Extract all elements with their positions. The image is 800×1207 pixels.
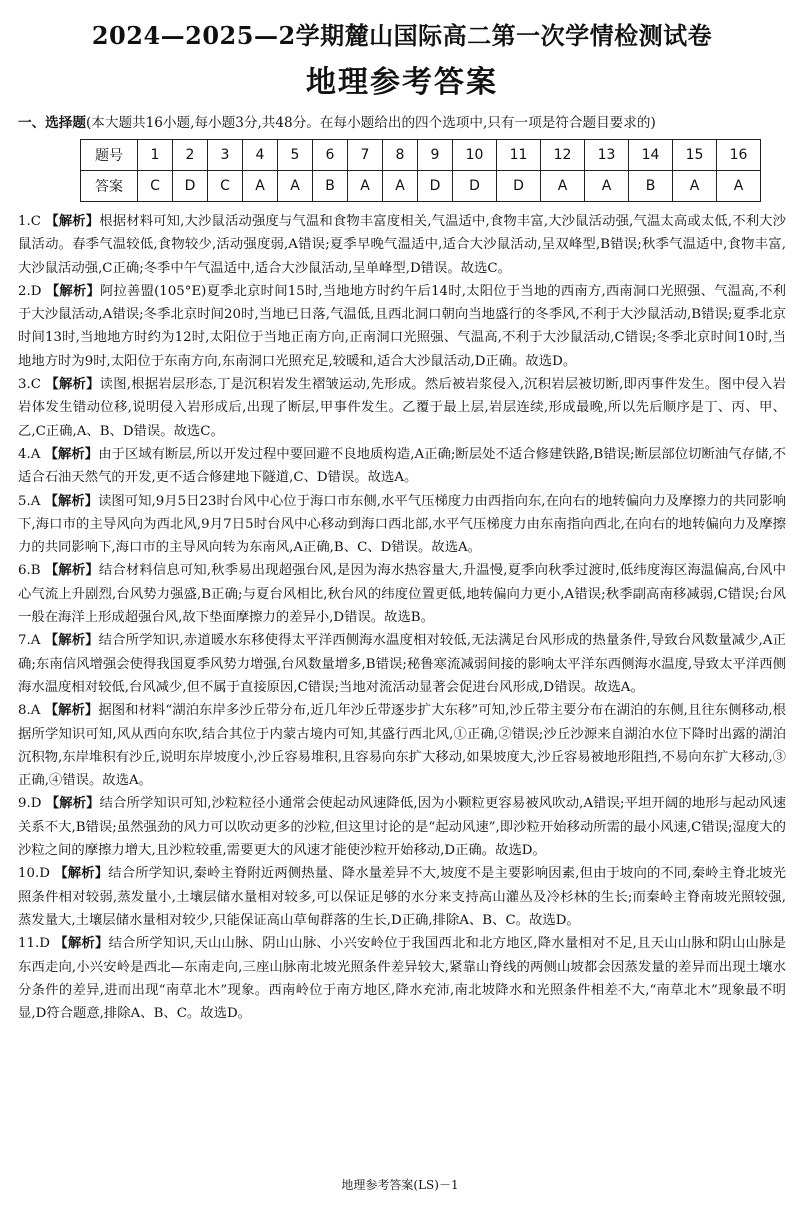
question-number-cell: 10: [453, 140, 497, 171]
answer-cell: D: [497, 171, 541, 202]
explanation-item: [18, 373, 786, 443]
question-answer-label: 6.B: [18, 563, 41, 579]
question-number-cell: 4: [243, 140, 278, 171]
answer-row-header: 答案: [81, 171, 138, 202]
explanation-item: [18, 699, 786, 792]
answer-cell: B: [313, 171, 348, 202]
explanation-list: [18, 210, 786, 1025]
question-answer-label: 2.D: [18, 283, 42, 299]
question-number-cell: 9: [418, 140, 453, 171]
analysis-tag: 【解析】: [54, 935, 109, 952]
explanation-item: [18, 280, 786, 373]
question-answer-label: 1.C: [18, 214, 41, 229]
question-number-cell: 1: [138, 140, 173, 171]
question-answer-label: 5.A: [18, 493, 41, 509]
question-number-cell: 6: [313, 140, 348, 171]
question-number-row: [81, 140, 761, 171]
answer-table: [80, 139, 761, 202]
explanation-item: [18, 559, 786, 629]
answer-cell: D: [453, 171, 497, 202]
question-number-cell: 7: [348, 140, 383, 171]
explanation-text: 阿拉善盟(105°E)夏季北京时间15时,当地地方时约午后14时,太阳位于当地的西南方,西南洞口光照强、气温高,不利于大沙鼠活动,A错误;冬季北京时间20时,当地已日落,气温低,且西北洞口朝向当地盛行的冬季风,不利于大沙鼠活动,B错误;夏季北京时间13时,当地地方时约为12时,太阳位于当地正南方向,正南洞口光照强、气温高,不利于大沙鼠活动,C错误;冬季北京时间10时,当地地方时为9时,太阳位于东南方向,东南洞口光照充足,较暖和,适合大沙鼠活动,D正确。故选D。: [18, 283, 786, 369]
section-label: 一、选择题: [18, 115, 86, 131]
question-answer-label: 9.D: [18, 796, 42, 812]
question-number-cell: 8: [383, 140, 418, 171]
question-answer-label: 4.A: [18, 446, 41, 462]
explanation-text: 结合所学知识,秦岭主脊附近两侧热量、降水量差异不大,坡度不是主要影响因素,但由于坡向的不同,秦岭主脊北坡光照条件相对较弱,蒸发量小,土壤层储水量相对较多,可以保证足够的水分来支持高山灌丛及冷杉林的生长;而秦岭主脊南坡光照较强,蒸发量大,土壤层储水量相对较少,只能保证高山草甸群落的生长,D正确,排除A、B、C。故选D。: [18, 866, 786, 928]
answer-cell: C: [208, 171, 243, 202]
question-number-cell: 15: [673, 140, 717, 171]
question-answer-label: 10.D: [18, 866, 50, 882]
analysis-tag: 【解析】: [45, 282, 100, 299]
question-answer-label: 3.C: [18, 377, 41, 393]
analysis-tag: 【解析】: [44, 632, 99, 649]
explanation-item: [18, 443, 786, 490]
answer-cell: A: [541, 171, 585, 202]
question-number-cell: 12: [541, 140, 585, 171]
explanation-text: 结合所学知识可知,沙粒粒径小通常会使起动风速降低,因为小颗粒更容易被风吹动,A错误;平坦开阔的地形与起动风速关系不大,B错误;虽然强劲的风力可以吹动更多的沙粒,但这里讨论的是“起动风速”,即沙粒开始移动所需的最小风速,C错误;湿度大的沙粒之间的摩擦力增大,且沙粒较重,需要更大的风速才能使沙粒开始移动,D正确。故选D。: [18, 796, 786, 859]
explanation-text: 结合材料信息可知,秋季易出现超强台风,是因为海水热容量大,升温慢,夏季向秋季过渡时,低纬度海区海温偏高,台风中心气流上升剧烈,台风势力强盛,B正确;与夏台风相比,秋台风的纬度位置更低,地转偏向力更小,A错误;秋季副高南移减弱,C错误;台风一般在海洋上形成超强台风,故下垫面摩擦力的差异小,D错误。故选B。: [18, 563, 786, 626]
explanation-item: [18, 932, 786, 1025]
answer-cell: A: [243, 171, 278, 202]
explanation-item: [18, 629, 786, 699]
question-number-cell: 14: [629, 140, 673, 171]
explanation-text: 由于区域有断层,所以开发过程中要回避不良地质构造,A正确;断层处不适合修建铁路,B错误;断层部位切断油气存储,不适合石油天然气的开发,更不适合修建地下隧道,C、D错误。故选A。: [18, 446, 786, 486]
answer-cell: A: [348, 171, 383, 202]
explanation-item: [18, 792, 786, 862]
answer-cell: A: [717, 171, 761, 202]
analysis-tag: 【解析】: [45, 376, 100, 393]
answer-cell: A: [673, 171, 717, 202]
answer-cell: A: [278, 171, 313, 202]
answer-key-title: 地理参考答案: [306, 65, 498, 100]
answer-cell: D: [173, 171, 208, 202]
section-heading: [18, 113, 786, 133]
page-footer: 地理参考答案(LS)－1: [341, 1178, 459, 1192]
explanation-item: [18, 210, 786, 280]
question-answer-label: 7.A: [18, 633, 41, 649]
question-answer-label: 11.D: [18, 936, 50, 952]
analysis-tag: 【解析】: [45, 795, 100, 812]
explanation-text: 结合所学知识,赤道暖水东移使得太平洋西侧海水温度相对较低,无法满足台风形成的热量条件,导致台风数量减少,A正确;东南信风增强会使得我国夏季风势力增强,台风数量增多,B错误;秘鲁寒流减弱间接的影响太平洋东西侧海水温度,导致太平洋西侧海水温度相对较低,台风减少,但不属于直接原因,C错误;当地对流活动显著会促进台风形成,D错误。故选A。: [18, 633, 786, 695]
question-number-cell: 13: [585, 140, 629, 171]
answer-row: [81, 171, 761, 202]
explanation-item: [18, 490, 786, 560]
analysis-tag: 【解析】: [44, 562, 99, 579]
answer-cell: A: [383, 171, 418, 202]
question-number-cell: 3: [208, 140, 243, 171]
section-description: (本大题共16小题,每小题3分,共48分。在每小题给出的四个选项中,只有一项是符合题目要求的): [85, 115, 656, 131]
analysis-tag: 【解析】: [45, 213, 100, 229]
answer-cell: D: [418, 171, 453, 202]
analysis-tag: 【解析】: [54, 865, 109, 882]
explanation-text: 读图可知,9月5日23时台风中心位于海口市东侧,水平气压梯度力由西指向东,在向右的地转偏向力及摩擦力的共同影响下,海口市的主导风向为西北风,9月7日5时台风中心移动到海口西北部,水平气压梯度力由东南指向西北,在向右的地转偏向力及摩擦力的共同影响下,海口市的主导风向转为东南风,A正确,B、C、D错误。故选A。: [18, 493, 786, 556]
explanation-text: 结合所学知识,天山山脉、阴山山脉、小兴安岭位于我国西北和北方地区,降水量相对不足,且天山山脉和阴山山脉是东西走向,小兴安岭是西北—东南走向,三座山脉南北坡光照条件差异较大,紧靠山脊线的两侧山坡都会因蒸发量的差异而出现土壤水分条件的差异,进而出现“南草北木”现象。西南岭位于南方地区,降水充沛,南北坡降水和光照条件相差不大,“南草北木”现象最不明显,D符合题意,排除A、B、C。故选D。: [18, 936, 786, 1022]
question-number-cell: 16: [717, 140, 761, 171]
exam-title: 2024—2025—2学期麓山国际高二第一次学情检测试卷: [91, 21, 713, 50]
explanation-text: 读图,根据岩层形态,丁是沉积岩发生褶皱运动,先形成。然后被岩浆侵入,沉积岩层被切断,即丙事件发生。图中侵入岩岩体发生错动位移,说明侵入岩形成后,出现了断层,甲事件发生。乙覆于最上层,岩层连续,形成最晚,所以先后顺序是丁、丙、甲、乙,C正确,A、B、D错误。故选C。: [18, 377, 786, 439]
explanation-item: [18, 862, 786, 932]
analysis-tag: 【解析】: [44, 702, 99, 719]
answer-cell: B: [629, 171, 673, 202]
question-number-cell: 11: [497, 140, 541, 171]
analysis-tag: 【解析】: [44, 492, 99, 509]
analysis-tag: 【解析】: [44, 445, 99, 462]
explanation-text: 据图和材料“湖泊东岸多沙丘带分布,近几年沙丘带逐步扩大东移”可知,沙丘带主要分布在湖泊的东侧,且往东侧移动,根据所学知识可知,风从西向东吹,结合其位于内蒙古境内可知,其盛行西北风,①正确,②错误;沙丘沙源来自湖泊水位下降时出露的湖泊沉积物,东岸堆积有沙丘,说明东岸坡度小,沙丘容易堆积,且容易向东扩大移动,如果坡度大,沙丘容易被地形阻挡,不易向东扩大移动,③正确,④错误。故选A。: [18, 703, 786, 789]
question-number-cell: 5: [278, 140, 313, 171]
answer-cell: C: [138, 171, 173, 202]
question-row-header: 题号: [81, 140, 138, 171]
answer-cell: A: [585, 171, 629, 202]
question-number-cell: 2: [173, 140, 208, 171]
question-answer-label: 8.A: [18, 703, 41, 719]
explanation-text: 根据材料可知,大沙鼠活动强度与气温和食物丰富度相关,气温适中,食物丰富,大沙鼠活动强,气温太高或太低,不利大沙鼠活动。春季气温较低,食物较少,活动强度弱,A错误;夏季早晚气温适中,适合大沙鼠活动,呈双峰型,B错误;秋季气温适中,食物丰富,大沙鼠活动强,C正确;冬季中午气温适中,适合大沙鼠活动,呈单峰型,D错误。故选C。: [18, 214, 786, 276]
